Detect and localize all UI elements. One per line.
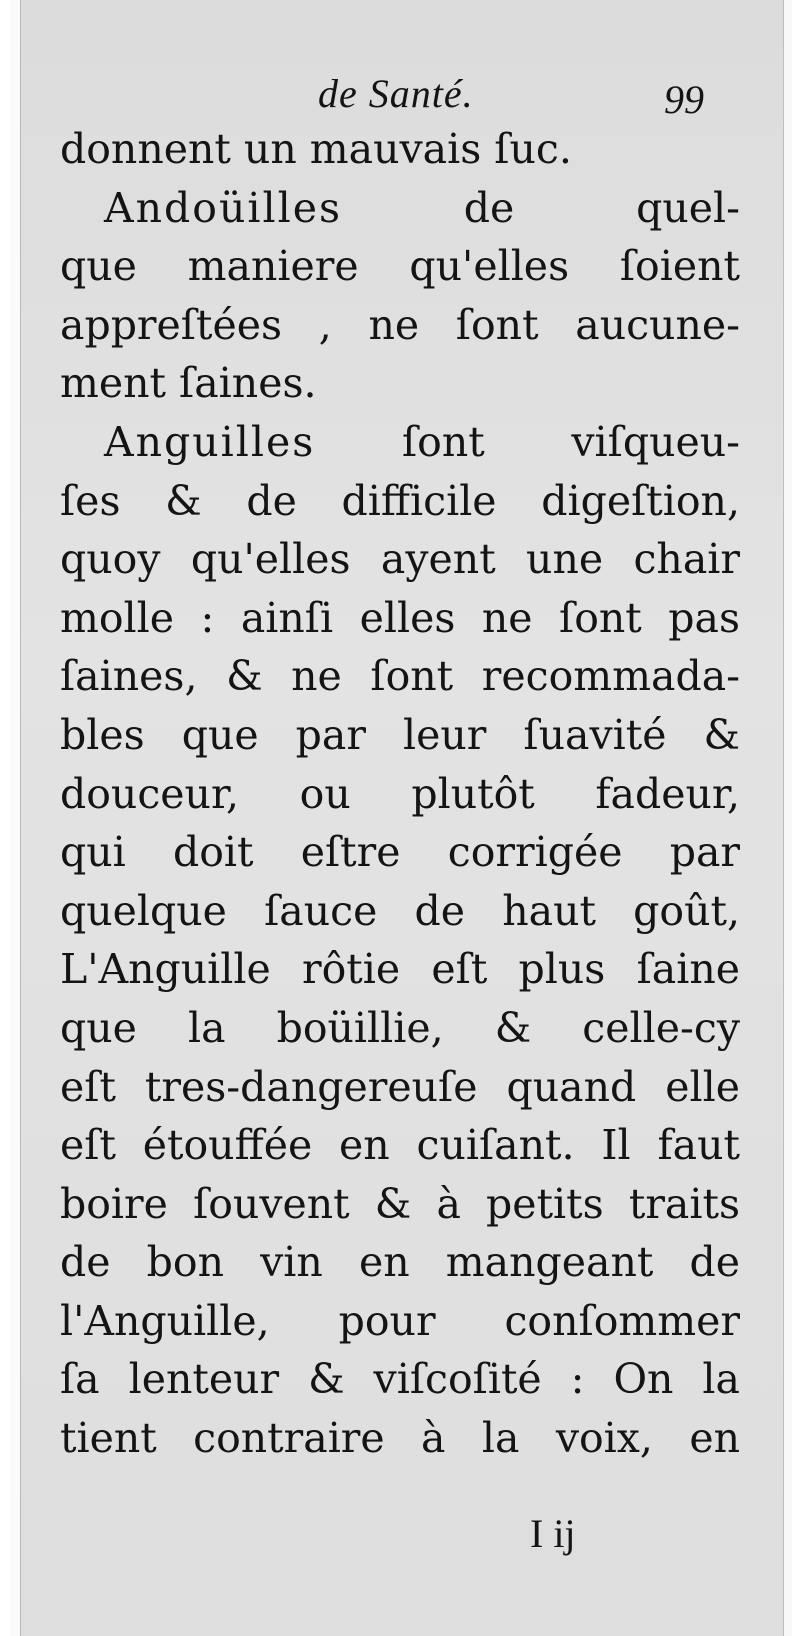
text-line: ment ſaines. — [60, 359, 317, 408]
text-line: eſt tres-dangereuſe quand elle — [60, 1062, 740, 1111]
text-line: bles que par leur ſuavité & — [60, 710, 740, 759]
entry-headword: Andoüilles — [104, 183, 342, 232]
text-line: ſa lenteur & viſcoſité : On la — [60, 1355, 740, 1404]
text-line: quelque ſauce de haut goût, — [60, 886, 740, 935]
text-line: que maniere qu'elles ſoient — [60, 242, 740, 291]
text-fragment: ſont viſqueu- — [315, 417, 740, 466]
text-line: boire ſouvent & à petits traits — [60, 1179, 740, 1228]
text-line: quoy qu'elles ayent une chair — [60, 535, 740, 584]
running-title: de Santé. — [318, 71, 474, 116]
text-line: l'Anguille, pour conſommer — [60, 1296, 740, 1345]
text-line: appreſtées , ne ſont aucune- — [60, 300, 740, 349]
signature-mark: I ij — [530, 1511, 576, 1556]
text-fragment: de quel- — [342, 183, 740, 232]
text-line: qui doit eſtre corrigée par — [60, 828, 740, 877]
text-line: de bon vin en mangeant de — [60, 1238, 740, 1287]
text-line: douceur, ou plutôt fadeur, — [60, 769, 740, 818]
body-text — [60, 120, 740, 1468]
page-number: 99 — [664, 77, 704, 122]
text-line: molle : ainſi elles ne ſont pas — [60, 593, 740, 642]
text-line-entry-andouilles — [60, 179, 740, 238]
text-line: que la boüillie, & celle-cy — [60, 1003, 740, 1052]
text-line-entry-anguilles — [60, 413, 740, 472]
text-line: eſt étouffée en cuiſant. Il faut — [60, 1121, 740, 1170]
page-left-margin — [10, 0, 21, 1636]
text-line: tient contraire à la voix, en — [60, 1414, 740, 1463]
text-line: ſes & de difficile digeſtion, — [60, 476, 740, 525]
entry-headword: Anguilles — [104, 417, 316, 466]
text-line: ſaines, & ne ſont recommada- — [60, 652, 740, 701]
text-line: donnent un mauvais ſuc. — [60, 125, 572, 173]
text-line: L'Anguille rôtie eſt plus ſaine — [60, 945, 740, 994]
page-right-margin — [783, 0, 792, 1636]
